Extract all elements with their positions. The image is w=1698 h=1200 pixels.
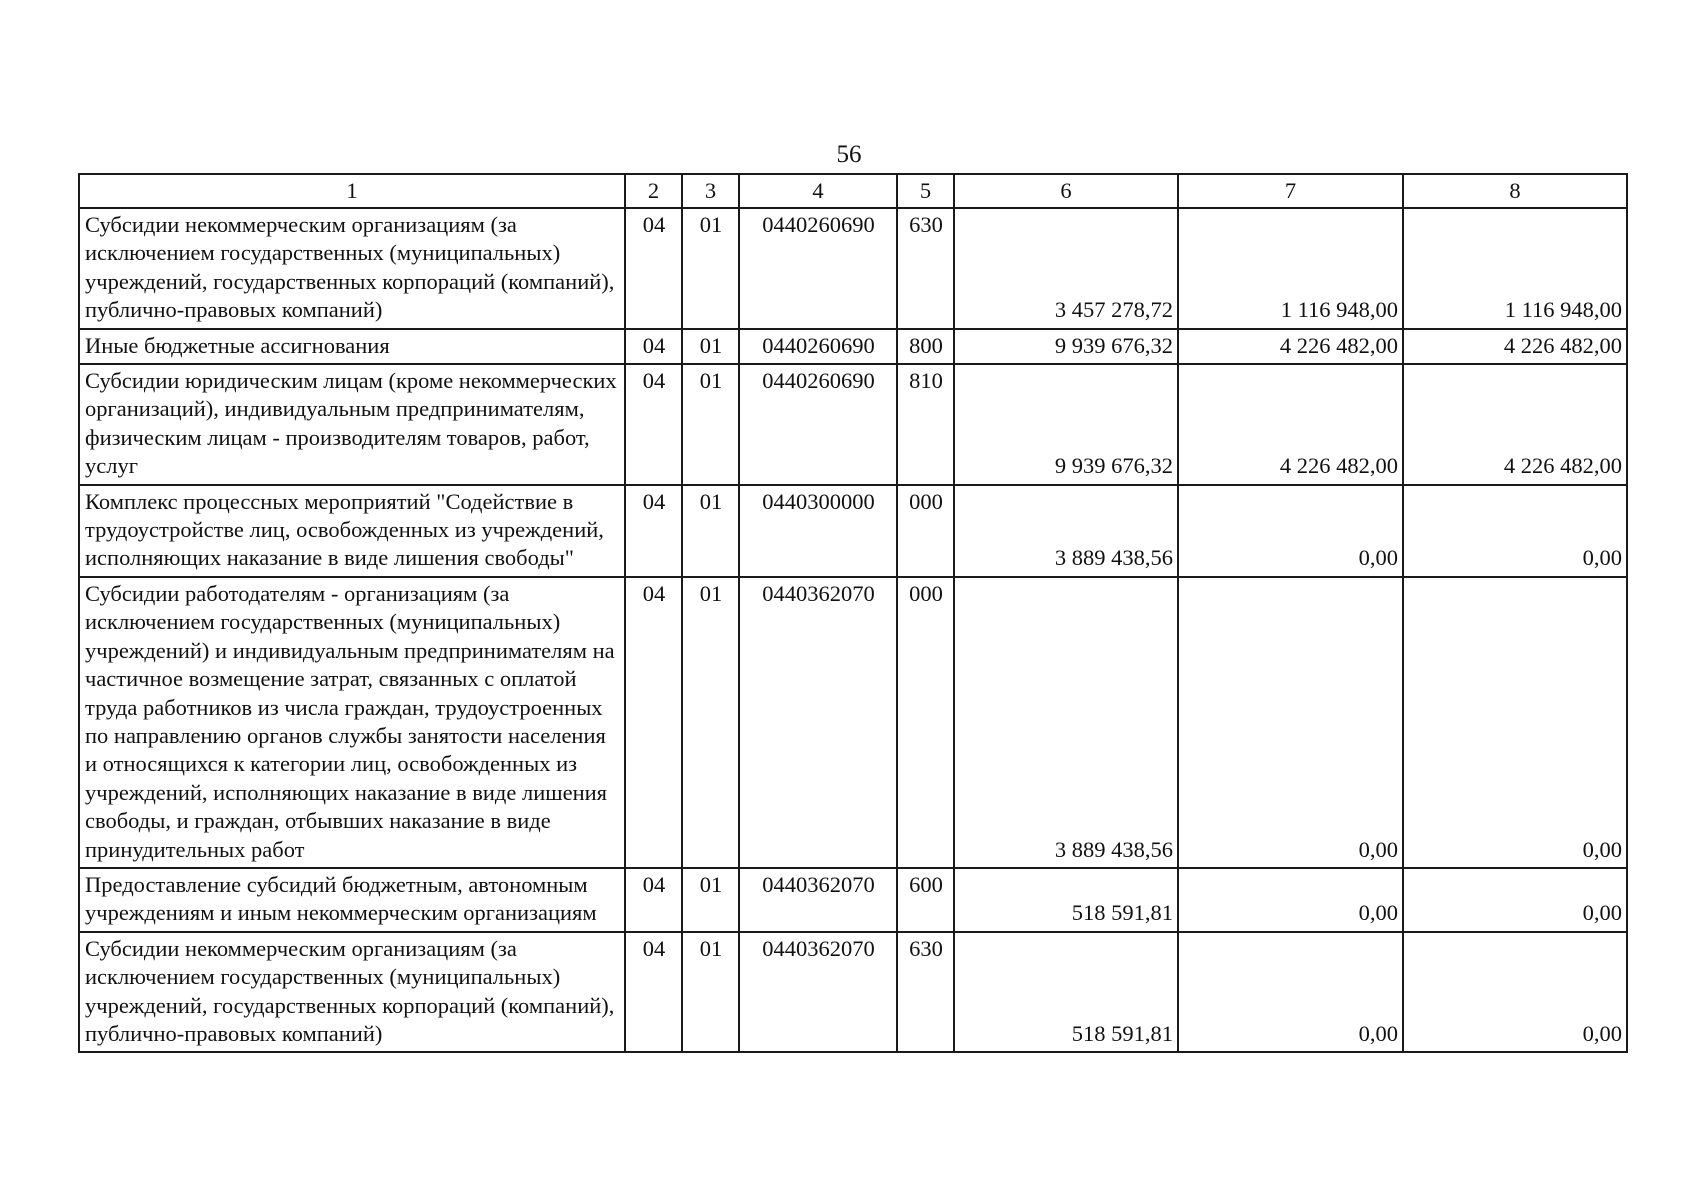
expense-name: Субсидии некоммерческим организациям (за исключением государственных (муниципальных) учреждений, государственных корпораций (компаний), публично-правовых компаний) xyxy=(79,932,625,1053)
column-header-1: 1 xyxy=(79,174,625,208)
expense-name: Субсидии юридическим лицам (кроме некоммерческих организаций), индивидуальным предпринимателям, физическим лицам - производителям товаров, работ, услуг xyxy=(79,364,625,485)
amount-column-6: 3 889 438,56 xyxy=(954,577,1178,868)
expense-type-code: 000 xyxy=(897,485,954,577)
subsection-code: 01 xyxy=(682,868,739,932)
expense-type-code: 800 xyxy=(897,329,954,364)
page-number: 56 xyxy=(836,141,862,168)
section-code: 04 xyxy=(625,868,682,932)
amount-column-8: 0,00 xyxy=(1403,485,1627,577)
amount-column-7: 0,00 xyxy=(1178,485,1403,577)
amount-column-6: 518 591,81 xyxy=(954,868,1178,932)
section-code: 04 xyxy=(625,577,682,868)
target-article-code: 0440362070 xyxy=(739,932,897,1053)
expense-type-code: 630 xyxy=(897,208,954,329)
target-article-code: 0440362070 xyxy=(739,868,897,932)
amount-column-8: 4 226 482,00 xyxy=(1403,329,1627,364)
column-header-2: 2 xyxy=(625,174,682,208)
expense-type-code: 630 xyxy=(897,932,954,1053)
amount-column-8: 1 116 948,00 xyxy=(1403,208,1627,329)
amount-column-8: 0,00 xyxy=(1403,868,1627,932)
amount-column-7: 0,00 xyxy=(1178,868,1403,932)
column-number-header xyxy=(79,174,1627,208)
target-article-code: 0440300000 xyxy=(739,485,897,577)
section-code: 04 xyxy=(625,364,682,485)
subsection-code: 01 xyxy=(682,364,739,485)
column-header-4: 4 xyxy=(739,174,897,208)
expense-name: Комплекс процессных мероприятий "Содействие в трудоустройстве лиц, освобожденных из учреждений, исполняющих наказание в виде лишения свободы" xyxy=(79,485,625,577)
table-row xyxy=(79,868,1627,932)
expense-type-code: 600 xyxy=(897,868,954,932)
amount-column-6: 3 889 438,56 xyxy=(954,485,1178,577)
section-code: 04 xyxy=(625,329,682,364)
amount-column-8: 0,00 xyxy=(1403,932,1627,1053)
section-code: 04 xyxy=(625,485,682,577)
table-row xyxy=(79,329,1627,364)
subsection-code: 01 xyxy=(682,329,739,364)
expense-name: Субсидии некоммерческим организациям (за исключением государственных (муниципальных) учреждений, государственных корпораций (компаний), публично-правовых компаний) xyxy=(79,208,625,329)
section-code: 04 xyxy=(625,932,682,1053)
subsection-code: 01 xyxy=(682,485,739,577)
target-article-code: 0440260690 xyxy=(739,329,897,364)
table-row xyxy=(79,485,1627,577)
table-row xyxy=(79,577,1627,868)
table-row xyxy=(79,932,1627,1053)
target-article-code: 0440260690 xyxy=(739,208,897,329)
amount-column-7: 1 116 948,00 xyxy=(1178,208,1403,329)
expense-name: Иные бюджетные ассигнования xyxy=(79,329,625,364)
column-header-8: 8 xyxy=(1403,174,1627,208)
amount-column-6: 9 939 676,32 xyxy=(954,329,1178,364)
budget-table xyxy=(78,173,1628,1053)
amount-column-8: 0,00 xyxy=(1403,577,1627,868)
amount-column-7: 0,00 xyxy=(1178,577,1403,868)
amount-column-6: 9 939 676,32 xyxy=(954,364,1178,485)
column-header-5: 5 xyxy=(897,174,954,208)
amount-column-6: 518 591,81 xyxy=(954,932,1178,1053)
column-header-6: 6 xyxy=(954,174,1178,208)
subsection-code: 01 xyxy=(682,932,739,1053)
column-header-7: 7 xyxy=(1178,174,1403,208)
subsection-code: 01 xyxy=(682,577,739,868)
expense-type-code: 000 xyxy=(897,577,954,868)
column-header-3: 3 xyxy=(682,174,739,208)
expense-name: Предоставление субсидий бюджетным, автономным учреждениям и иным некоммерческим организациям xyxy=(79,868,625,932)
expense-name: Субсидии работодателям - организациям (за исключением государственных (муниципальных) учреждений) и индивидуальным предпринимателям на частичное возмещение затрат, связанных с оплатой труда работников из числа граждан, трудоустроенных по направлению органов службы занятости населения и относящихся к категории лиц, освобожденных из учреждений, исполняющих наказание в виде лишения свободы, и граждан, отбывших наказание в виде принудительных работ xyxy=(79,577,625,868)
amount-column-7: 4 226 482,00 xyxy=(1178,364,1403,485)
expense-type-code: 810 xyxy=(897,364,954,485)
target-article-code: 0440362070 xyxy=(739,577,897,868)
table-row xyxy=(79,208,1627,329)
amount-column-6: 3 457 278,72 xyxy=(954,208,1178,329)
section-code: 04 xyxy=(625,208,682,329)
target-article-code: 0440260690 xyxy=(739,364,897,485)
amount-column-7: 0,00 xyxy=(1178,932,1403,1053)
subsection-code: 01 xyxy=(682,208,739,329)
amount-column-7: 4 226 482,00 xyxy=(1178,329,1403,364)
amount-column-8: 4 226 482,00 xyxy=(1403,364,1627,485)
table-row xyxy=(79,364,1627,485)
